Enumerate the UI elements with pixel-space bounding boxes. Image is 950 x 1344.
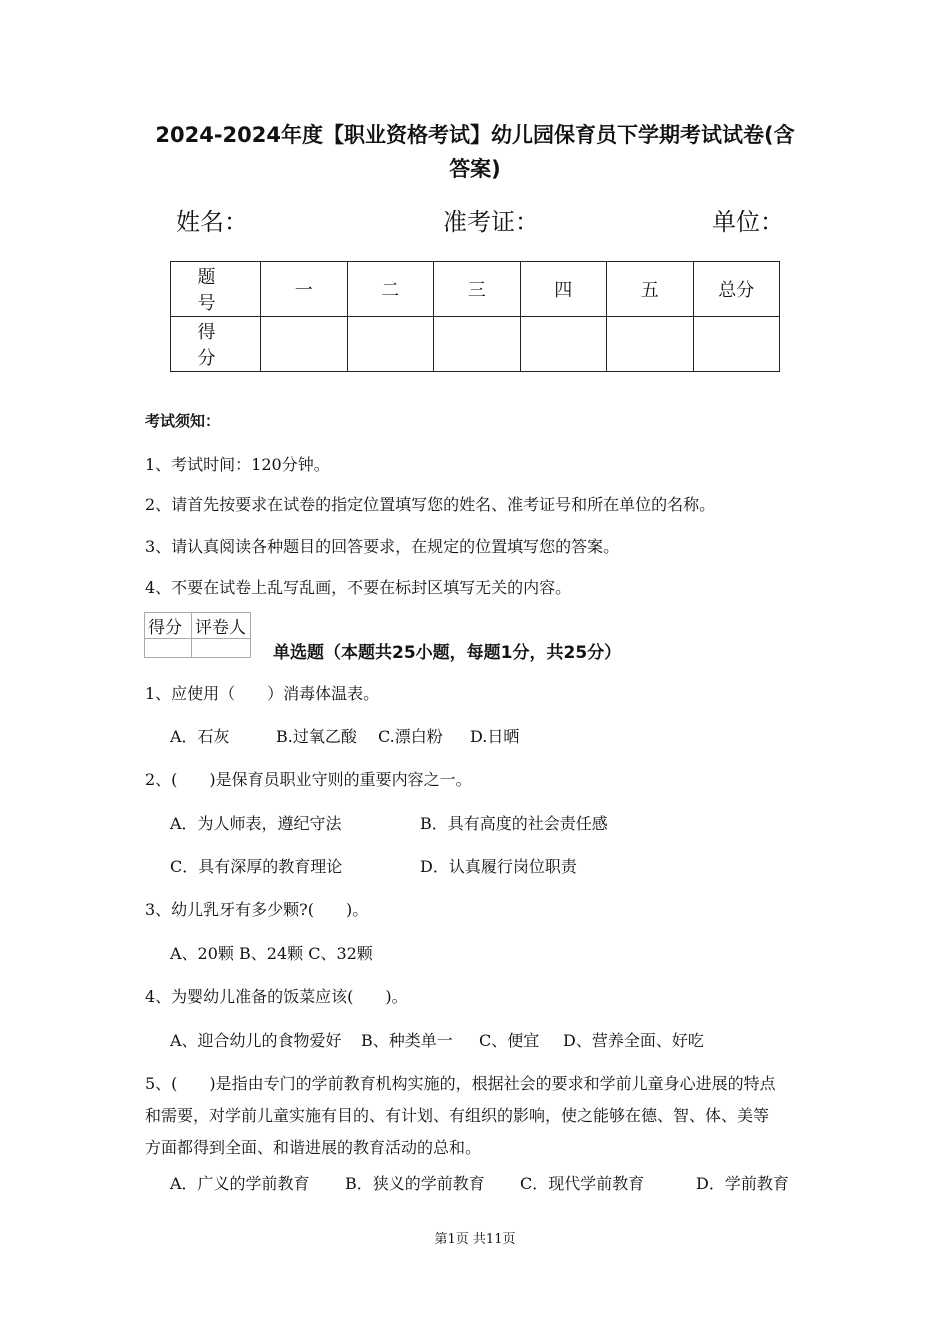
question-option: C、便宜: [479, 1031, 540, 1050]
question-option: A．为人师表，遵纪守法: [170, 814, 342, 833]
question-option: D．学前教育: [696, 1174, 789, 1193]
score-row-label: 得 分: [171, 317, 261, 372]
score-header-cell: 二: [347, 262, 434, 317]
notice-item: 4、不要在试卷上乱写乱画，不要在标封区填写无关的内容。: [145, 578, 572, 597]
score-cell[interactable]: [607, 317, 694, 372]
unit-field-label: 单位：: [712, 208, 784, 236]
score-header-cell: 四: [520, 262, 607, 317]
exam-title: [120, 118, 830, 186]
score-header-cell: 五: [607, 262, 694, 317]
section-title: 单选题（本题共25小题，每题1分，共25分）: [273, 643, 622, 663]
grader-score-cell[interactable]: [145, 639, 192, 658]
question-option: A．石灰: [170, 727, 230, 746]
score-cell[interactable]: [261, 317, 348, 372]
grader-box: [144, 612, 251, 658]
score-header-cell: 三: [434, 262, 521, 317]
question-stem-line: 和需要，对学前儿童实施有目的、有计划、有组织的影响，使之能够在德、智、体、美等: [145, 1106, 770, 1125]
score-table-header-row: [171, 262, 780, 317]
question-option: A、20颗 B、24颗 C、32颗: [170, 944, 373, 963]
exam-title-line-2: 答案): [449, 157, 501, 181]
grader-name-cell[interactable]: [192, 639, 251, 658]
question-option: D、营养全面、好吃: [563, 1031, 704, 1050]
score-table: [170, 261, 780, 372]
question-option: B．狭义的学前教育: [345, 1174, 485, 1193]
notice-item: 2、请首先按要求在试卷的指定位置填写您的姓名、准考证号和所在单位的名称。: [145, 495, 716, 514]
question-stem: 2、( )是保育员职业守则的重要内容之一。: [145, 770, 472, 789]
question-stem: 3、幼儿乳牙有多少颗?( )。: [145, 900, 369, 919]
grader-score-label: 得分: [145, 613, 192, 639]
name-field-label: 姓名：: [176, 208, 248, 236]
score-table-score-row: [171, 317, 780, 372]
question-option: A、迎合幼儿的食物爱好: [170, 1031, 342, 1050]
question-option: B、种类单一: [361, 1031, 453, 1050]
score-cell[interactable]: [434, 317, 521, 372]
notice-item: 3、请认真阅读各种题目的回答要求，在规定的位置填写您的答案。: [145, 537, 620, 556]
question-option: B．具有高度的社会责任感: [420, 814, 608, 833]
question-stem: 1、应使用（ ）消毒体温表。: [145, 684, 380, 703]
question-option: D.日晒: [470, 727, 520, 746]
question-stem: 4、为婴幼儿准备的饭菜应该( )。: [145, 987, 408, 1006]
score-header-cell: 题 号: [171, 262, 261, 317]
notice-item: 1、考试时间：120分钟。: [145, 455, 330, 474]
question-stem: [145, 1068, 810, 1164]
question-option: B.过氧乙酸: [276, 727, 357, 746]
exam-id-field-label: 准考证：: [443, 208, 539, 236]
score-cell[interactable]: [693, 317, 780, 372]
score-cell[interactable]: [347, 317, 434, 372]
score-header-cell: 总分: [693, 262, 780, 317]
question-option: C．具有深厚的教育理论: [170, 857, 343, 876]
question-option: A．广义的学前教育: [170, 1174, 310, 1193]
exam-title-line-1: 2024-2024年度【职业资格考试】幼儿园保育员下学期考试试卷(含: [155, 123, 795, 147]
score-header-cell: 一: [261, 262, 348, 317]
grader-name-label: 评卷人: [192, 613, 251, 639]
question-option: D．认真履行岗位职责: [420, 857, 577, 876]
score-cell[interactable]: [520, 317, 607, 372]
candidate-fields: [0, 200, 950, 240]
question-option: C．现代学前教育: [520, 1174, 645, 1193]
question-stem-line: 5、( )是指由专门的学前教育机构实施的，根据社会的要求和学前儿童身心进展的特点: [145, 1074, 776, 1093]
question-stem-line: 方面都得到全面、和谐进展的教育活动的总和。: [145, 1138, 482, 1157]
question-option: C.漂白粉: [378, 727, 443, 746]
notice-heading: 考试须知：: [145, 412, 221, 430]
page-number: 第1页 共11页: [434, 1232, 516, 1247]
